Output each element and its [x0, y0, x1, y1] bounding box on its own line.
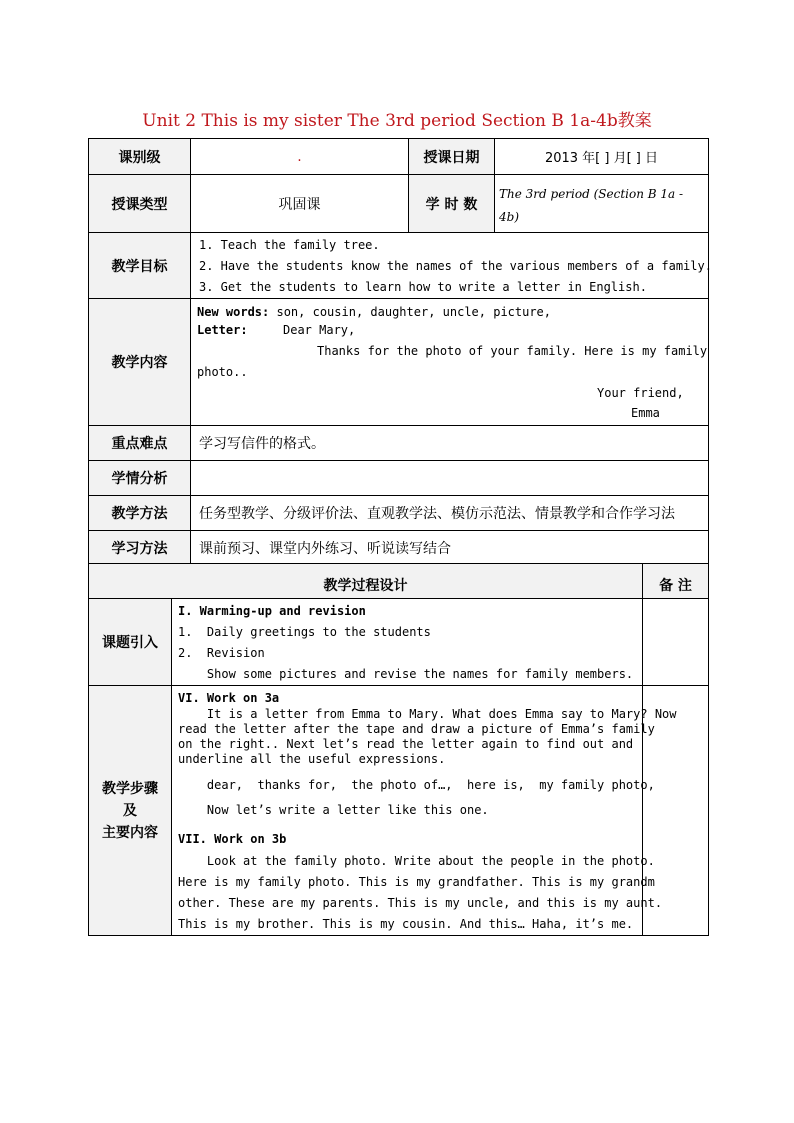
class-label: 课别级 — [89, 139, 191, 175]
steps-content — [172, 686, 677, 936]
intro-notes — [643, 599, 709, 686]
content-cell — [191, 299, 709, 426]
document-title: Unit 2 This is my sister The 3rd period Section B 1a-4b教案 — [142, 111, 652, 131]
step-3b-line: other. These are my parents. This is my uncle, and this is my aunt. — [178, 896, 663, 910]
step-3a-line: on the right.. Next let’s read the letter again to find out and — [178, 737, 634, 751]
teaching-method-label: 教学方法 — [89, 496, 191, 531]
step-3b-line: Here is my family photo. This is my grandfather. This is my grandm — [178, 875, 655, 889]
lesson-detail-table — [88, 232, 712, 566]
lesson-type-value: 巩固课 — [191, 175, 409, 233]
learning-method-label: 学习方法 — [89, 531, 191, 566]
letter-body-line-1: Thanks for the photo of your family. Here is my family — [317, 344, 708, 358]
notes-header: 备 注 — [643, 564, 709, 599]
lesson-type-label: 授课类型 — [89, 175, 191, 233]
class-value: . — [191, 139, 409, 175]
letter-closing: Your friend, — [597, 386, 684, 400]
useful-expressions: dear, thanks for, the photo of…, here is, my family photo, — [178, 778, 655, 792]
letter-label: Letter: — [197, 323, 248, 337]
class-hours-line-2: 4b) — [499, 210, 519, 224]
intro-line: 2. Revision — [178, 646, 265, 660]
letter-greeting: Dear Mary, — [283, 323, 356, 337]
intro-heading: I. Warming-up and revision — [178, 604, 366, 618]
key-points-value: 学习写信件的格式。 — [191, 426, 709, 461]
steps-label — [89, 686, 172, 936]
step-3a-line: read the letter after the tape and draw a picture of Emma’s family — [178, 722, 655, 736]
date-value: 2013 年[ ] 月[ ] 日 — [495, 139, 709, 175]
analysis-value — [191, 461, 709, 496]
steps-label-line-3: 主要内容 — [102, 824, 158, 841]
teaching-method-value: 任务型教学、分级评价法、直观教学法、模仿示范法、情景教学和合作学习法 — [191, 496, 709, 531]
step-heading-3a: VI. Work on 3a — [178, 691, 280, 705]
process-header: 教学过程设计 — [89, 564, 643, 599]
now-write-line: Now let’s write a letter like this one. — [178, 803, 489, 817]
intro-line: Show some pictures and revise the names for family members. — [178, 667, 634, 681]
letter-body-line-2: photo.. — [197, 365, 248, 379]
intro-label: 课题引入 — [89, 599, 172, 686]
learning-method-value: 课前预习、课堂内外练习、听说读写结合 — [191, 531, 709, 566]
steps-label-line-1: 教学步骤 — [102, 780, 158, 797]
new-words-label: New words: — [197, 305, 270, 319]
objectives-label: 教学目标 — [89, 233, 191, 299]
analysis-label: 学情分析 — [89, 461, 191, 496]
key-points-label: 重点难点 — [89, 426, 191, 461]
date-label: 授课日期 — [409, 139, 495, 175]
intro-line: 1. Daily greetings to the students — [178, 625, 431, 639]
objectives-list — [191, 233, 712, 299]
step-heading-3b: VII. Work on 3b — [178, 832, 287, 846]
new-words-value: son, cousin, daughter, uncle, picture, — [269, 305, 552, 319]
class-hours-line-1: The 3rd period (Section B 1a - — [499, 187, 684, 201]
objective-item: 3. Get the students to learn how to write a letter in English. — [199, 280, 647, 294]
class-hours-label: 学 时 数 — [409, 175, 495, 233]
step-3b-line: This is my brother. This is my cousin. And this… Haha, it’s me. — [178, 917, 634, 931]
letter-signature: Emma — [631, 406, 660, 420]
new-words-line — [197, 303, 551, 321]
step-3a-line: underline all the useful expressions. — [178, 752, 446, 766]
steps-label-line-2: 及 — [123, 802, 137, 819]
content-label: 教学内容 — [89, 299, 191, 426]
intro-content — [172, 599, 643, 686]
objective-item: 2. Have the students know the names of the various members of a family. — [199, 259, 712, 273]
step-3b-line: Look at the family photo. Write about the people in the photo. — [178, 854, 655, 868]
objective-item: 1. Teach the family tree. — [199, 238, 380, 252]
process-table — [88, 563, 709, 936]
class-hours-value — [495, 175, 709, 233]
lesson-info-table — [88, 138, 709, 233]
step-3a-line: It is a letter from Emma to Mary. What does Emma say to Mary? Now — [178, 707, 677, 721]
